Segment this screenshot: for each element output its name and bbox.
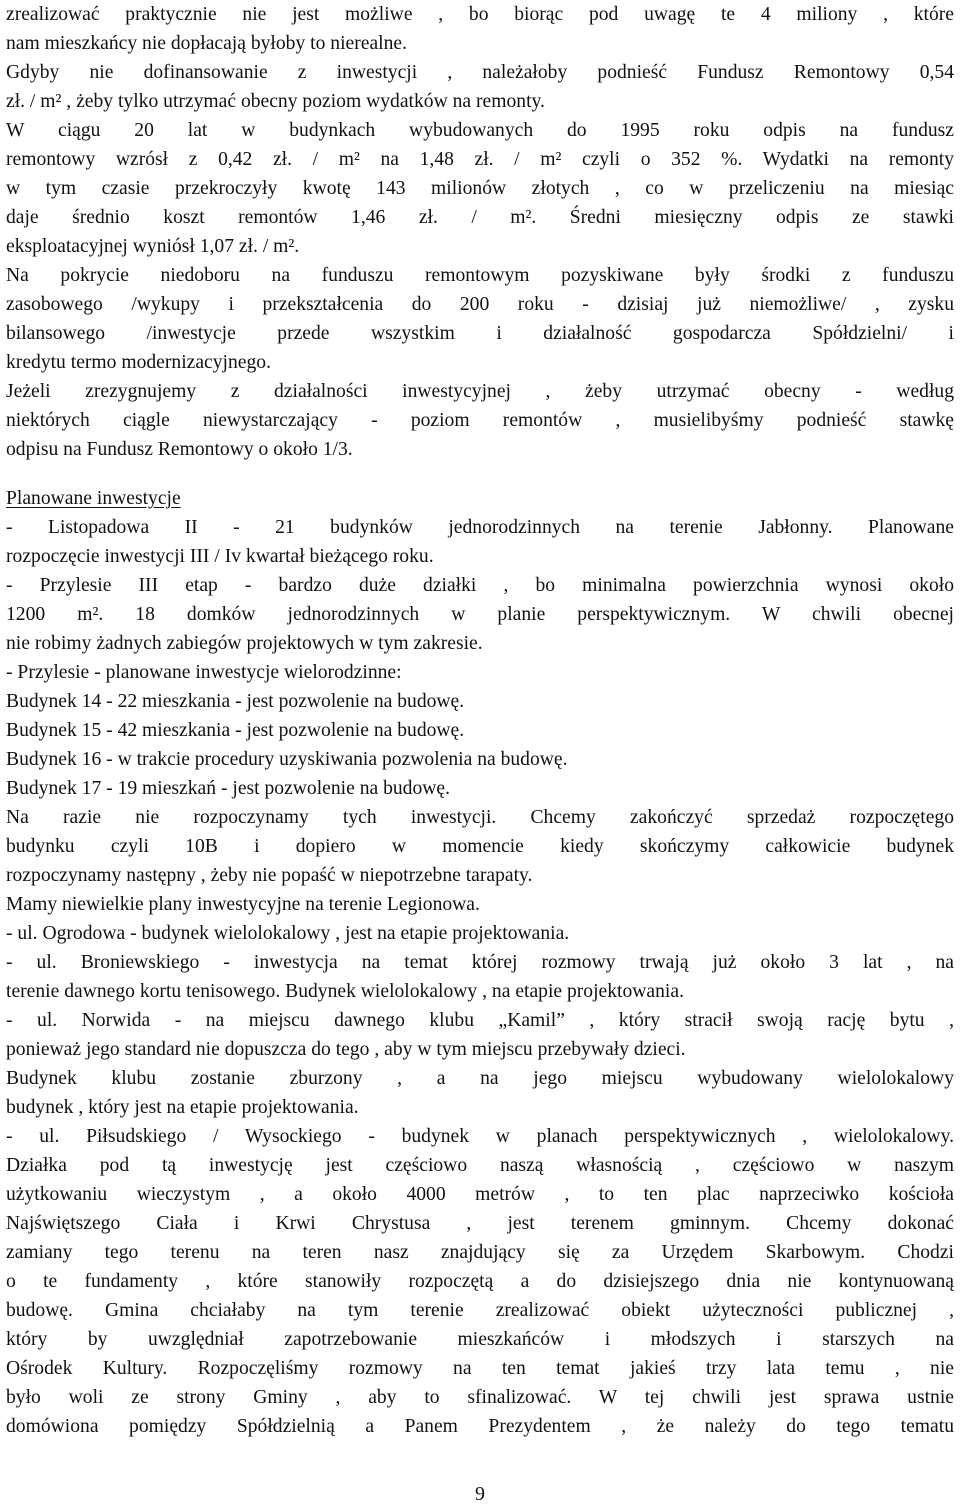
text-line: Gdyby nie dofinansowanie z inwestycji , należałoby podnieść Fundusz Remontowy 0,54 (6, 62, 954, 83)
text-line: budynku czyli 10B i dopiero w momencie kiedy skończymy całkowicie budynek (6, 836, 954, 857)
document-body (6, 0, 954, 1441)
text-line: Jeżeli zrezygnujemy z działalności inwestycyjnej , żeby utrzymać obecny - według (6, 381, 954, 402)
text-line: zł. / m² , żeby tylko utrzymać obecny poziom wydatków na remonty. (6, 91, 545, 112)
text-line: Mamy niewielkie plany inwestycyjne na terenie Legionowa. (6, 894, 480, 915)
text-line: rozpoczęcie inwestycji III / Iv kwartał bieżącego roku. (6, 546, 434, 567)
text-line: kredytu termo modernizacyjnego. (6, 352, 271, 373)
text-line: który by uwzględniał zapotrzebowanie mieszkańców i młodszych i starszych na (6, 1329, 954, 1350)
text-line: - Przylesie - planowane inwestycje wielorodzinne: (6, 662, 402, 683)
text-line: eksploatacyjnej wyniósł 1,07 zł. / m². (6, 236, 300, 257)
text-line: Budynek 15 - 42 mieszkania - jest pozwolenie na budowę. (6, 720, 465, 741)
text-line: - Listopadowa II - 21 budynków jednorodzinnych na terenie Jabłonny. Planowane (6, 517, 954, 538)
paragraph-gap (6, 464, 954, 484)
text-line: odpisu na Fundusz Remontowy o około 1/3. (6, 439, 353, 460)
text-line: domówiona pomiędzy Spółdzielnią a Panem Prezydentem , że należy do tego tematu (6, 1416, 954, 1437)
text-line: nam mieszkańcy nie dopłacają byłoby to nierealne. (6, 33, 407, 54)
text-line: bilansowego /inwestycje przede wszystkim i działalność gospodarcza Spółdzielni/ i (6, 323, 954, 344)
text-line: - ul. Ogrodowa - budynek wielolokalowy , jest na etapie projektowania. (6, 923, 570, 944)
text-line: Budynek klubu zostanie zburzony , a na jego miejscu wybudowany wielolokalowy (6, 1068, 954, 1089)
text-line: Najświętszego Ciała i Krwi Chrystusa , jest terenem gminnym. Chcemy dokonać (6, 1213, 954, 1234)
section-heading: Planowane inwestycje (6, 488, 181, 509)
text-line: Budynek 17 - 19 mieszkań - jest pozwolenie na budowę. (6, 778, 451, 799)
text-line: o te fundamenty , które stanowiły rozpoczętą a do dzisiejszego dnia nie kontynuowaną (6, 1271, 954, 1292)
text-line: - ul. Piłsudskiego / Wysockiego - budynek w planach perspektywicznych , wielolokalowy. (6, 1126, 954, 1147)
text-line: zrealizować praktycznie nie jest możliwe , bo biorąc pod uwagę te 4 miliony , które (6, 4, 954, 25)
text-line: remontowy wzrósł z 0,42 zł. / m² na 1,48 zł. / m² czyli o 352 %. Wydatki na remonty (6, 149, 954, 170)
paragraph-block-investments (6, 513, 954, 1441)
text-line: zamiany tego terenu na teren nasz znajdujący się za Urzędem Skarbowym. Chodzi (6, 1242, 954, 1263)
text-line: niektórych ciągle niewystarczający - poziom remontów , musielibyśmy podnieść stawkę (6, 410, 954, 431)
text-line: - ul. Broniewskiego - inwestycja na temat której rozmowy trwają już około 3 lat , na (6, 952, 954, 973)
text-line: było woli ze strony Gminy , aby to sfinalizować. W tej chwili jest sprawa ustnie (6, 1387, 954, 1408)
text-line: Budynek 14 - 22 mieszkania - jest pozwolenie na budowę. (6, 691, 465, 712)
page-number: 9 (475, 1483, 485, 1505)
text-line: w tym czasie przekroczyły kwotę 143 milionów złotych , co w przeliczeniu na miesiąc (6, 178, 954, 199)
text-line: Ośrodek Kultury. Rozpoczęliśmy rozmowy na ten temat jakieś trzy lata temu , nie (6, 1358, 954, 1379)
text-line: rozpoczynamy następny , żeby nie popaść w niepotrzebne tarapaty. (6, 865, 533, 886)
text-line: W ciągu 20 lat w budynkach wybudowanych do 1995 roku odpis na fundusz (6, 120, 954, 141)
text-line: 1200 m². 18 domków jednorodzinnych w planie perspektywicznym. W chwili obecnej (6, 604, 954, 625)
text-line: Na pokrycie niedoboru na funduszu remontowym pozyskiwane były środki z funduszu (6, 265, 954, 286)
text-line: użytkowaniu wieczystym , a około 4000 metrów , to ten plac naprzeciwko kościoła (6, 1184, 954, 1205)
text-line: Budynek 16 - w trakcie procedury uzyskiwania pozwolenia na budowę. (6, 749, 568, 770)
paragraph-block-funding (6, 0, 954, 464)
text-line: terenie dawnego kortu tenisowego. Budynek wielolokalowy , na etapie projektowania. (6, 981, 684, 1002)
text-line: budowę. Gmina chciałaby na tym terenie zrealizować obiekt użyteczności publicznej , (6, 1300, 954, 1321)
text-line: nie robimy żadnych zabiegów projektowych w tym zakresie. (6, 633, 483, 654)
text-line: zasobowego /wykupy i przekształcenia do 200 roku - dzisiaj już niemożliwe/ , zysku (6, 294, 954, 315)
text-line: - Przylesie III etap - bardzo duże działki , bo minimalna powierzchnia wynosi około (6, 575, 954, 596)
text-line: Działka pod tą inwestycję jest częściowo naszą własnością , częściowo w naszym (6, 1155, 954, 1176)
text-line: - ul. Norwida - na miejscu dawnego klubu „Kamil” , który stracił swoją rację bytu , (6, 1010, 954, 1031)
text-line: budynek , który jest na etapie projektowania. (6, 1097, 359, 1118)
text-line: ponieważ jego standard nie dopuszcza do tego , aby w tym miejscu przebywały dzieci. (6, 1039, 686, 1060)
text-line: Na razie nie rozpoczynamy tych inwestycji. Chcemy zakończyć sprzedaż rozpoczętego (6, 807, 954, 828)
section-heading-line (6, 484, 954, 513)
text-line: daje średnio koszt remontów 1,46 zł. / m². Średni miesięczny odpis ze stawki (6, 207, 954, 228)
